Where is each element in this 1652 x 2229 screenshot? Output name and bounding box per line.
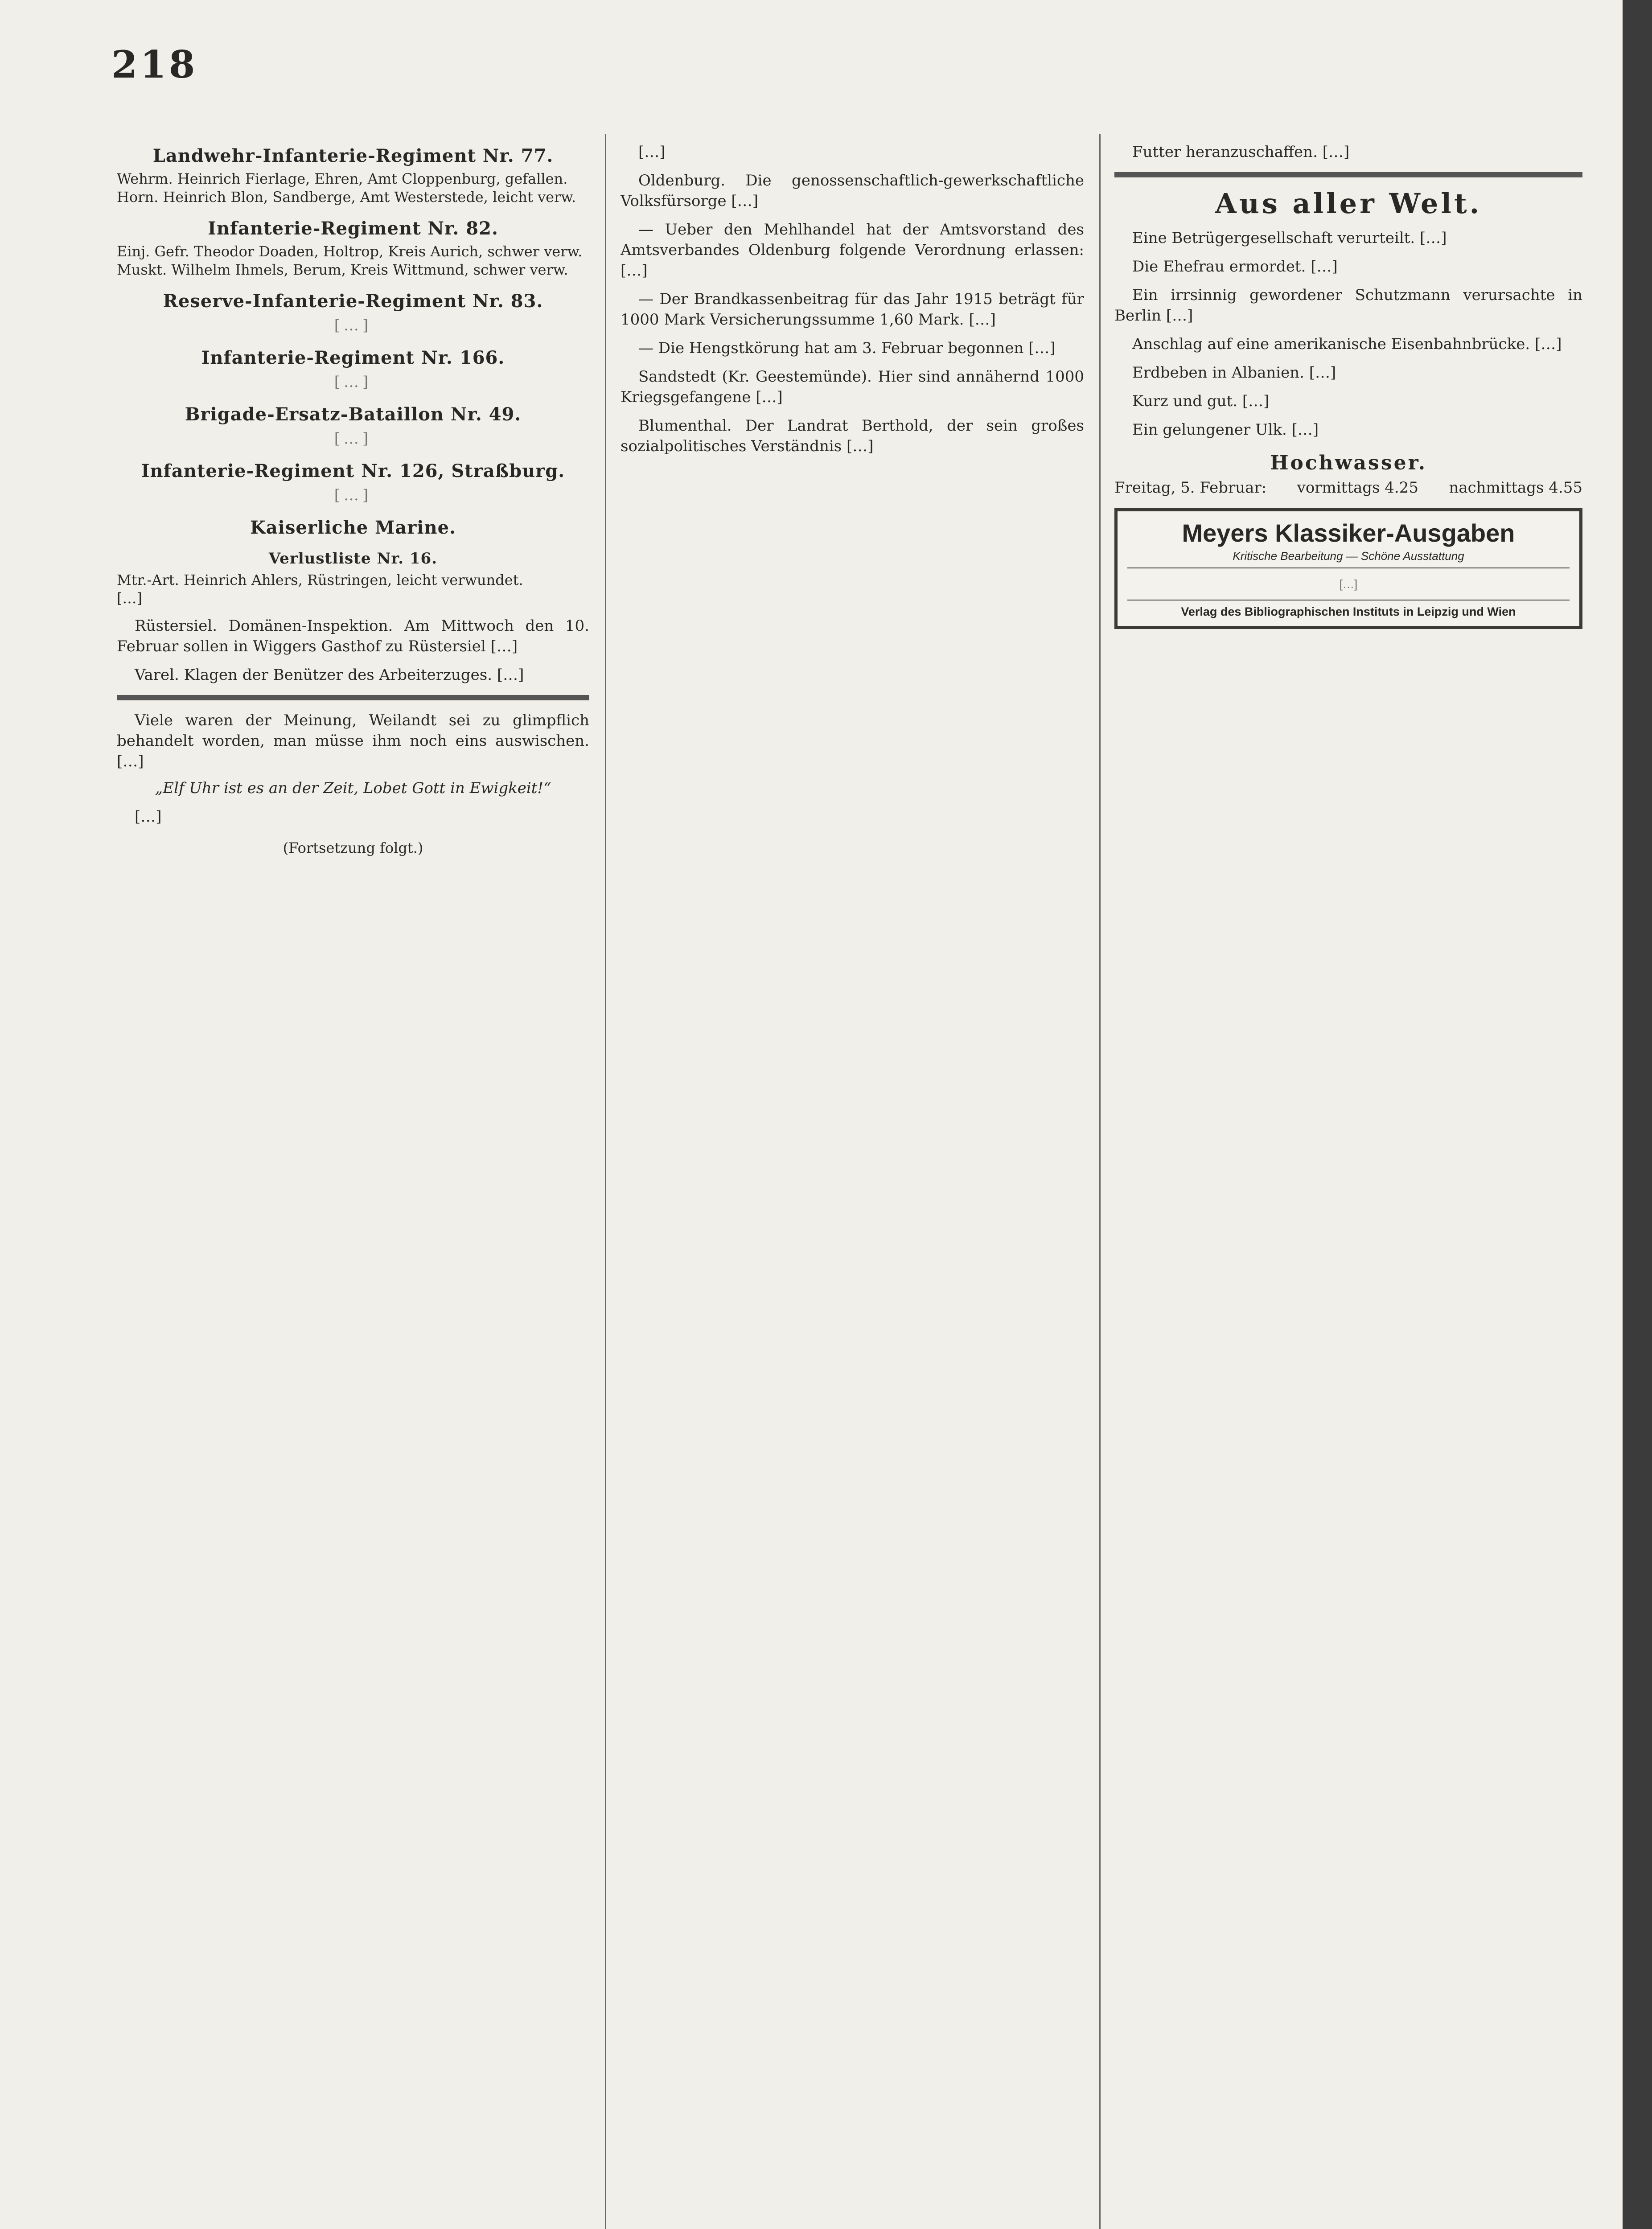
omitted-text: […] <box>334 486 372 504</box>
continued-note: (Fortsetzung folgt.) <box>283 839 423 856</box>
column-1 <box>117 134 589 2229</box>
list-heading: Verlustliste Nr. 16. <box>268 550 438 568</box>
news-item: Ein gelungener Ulk. […] <box>1132 421 1319 439</box>
page-number: 218 <box>111 42 198 86</box>
news-item: Eine Betrügergesellschaft verurteilt. […] <box>1132 229 1447 247</box>
notice: Varel. Klagen der Benützer des Arbeiterzuges. […] <box>135 666 524 684</box>
advertisement <box>1114 508 1582 629</box>
omitted-text: […] <box>334 430 372 448</box>
column-3 <box>1114 134 1582 2229</box>
column-rule <box>605 134 606 2229</box>
tide-heading: Hochwasser. <box>1270 452 1427 474</box>
serial-text: […] <box>135 808 162 826</box>
tide-day: Freitag, 5. Februar: <box>1114 479 1267 497</box>
notice: Rüstersiel. Domänen-Inspektion. Am Mittwoch den 10. Februar sollen in Wiggers Gasthof zu Rüstersiel […] <box>117 617 589 655</box>
news-item: Ein irrsinnig gewordener Schutzmann verursachte in Berlin […] <box>1114 286 1582 325</box>
omitted-text: […] <box>334 317 372 334</box>
article-text: […] <box>638 143 666 161</box>
divider <box>117 695 589 700</box>
news-item: Anschlag auf eine amerikanische Eisenbahnbrücke. […] <box>1132 335 1562 353</box>
article-text: — Ueber den Mehlhandel hat der Amtsvorstand des Amtsverbandes Oldenburg folgende Verordnung erlassen: […] <box>621 221 1084 280</box>
tide-morning: vormittags 4.25 <box>1297 479 1418 497</box>
list-item: Einj. Gefr. Theodor Doaden, Holtrop, Kreis Aurich, schwer verw. <box>117 243 583 260</box>
ad-publisher: Verlag des Bibliographischen Instituts in Leipzig und Wien <box>1181 605 1516 618</box>
column-rule <box>1099 134 1101 2229</box>
serial-text: Viele waren der Meinung, Weilandt sei zu glimpflich behandelt worden, man müsse ihm noch eins auswischen. […] <box>117 711 589 770</box>
tide-afternoon: nachmittags 4.55 <box>1449 479 1582 497</box>
article-text: Futter heranzuschaffen. […] <box>1132 143 1350 161</box>
news-item: Kurz und gut. […] <box>1132 392 1270 410</box>
article-text: — Die Hengstkörung hat am 3. Februar begonnen […] <box>638 339 1056 357</box>
divider <box>1114 172 1582 177</box>
article-text: Blumenthal. Der Landrat Berthold, der sein großes sozialpolitisches Verständnis […] <box>621 417 1084 455</box>
section-heading: Infanterie-Regiment Nr. 126, Straßburg. <box>141 461 565 481</box>
tide-times <box>1114 479 1582 497</box>
section-heading: Landwehr-Infanterie-Regiment Nr. 77. <box>152 145 554 166</box>
section-heading: Brigade-Ersatz-Bataillon Nr. 49. <box>185 404 522 425</box>
news-item: Erdbeben in Albanien. […] <box>1132 364 1336 382</box>
verse: „Elf Uhr ist es an der Zeit, Lobet Gott in Ewigkeit!“ <box>155 779 551 797</box>
list-item: Horn. Heinrich Blon, Sandberge, Amt Westerstede, leicht verw. <box>117 189 576 206</box>
ad-title: Meyers Klassiker-Ausgaben <box>1182 519 1515 547</box>
section-heading: Infanterie-Regiment Nr. 82. <box>208 218 498 239</box>
ad-list: […] <box>1127 568 1570 600</box>
article-text: Oldenburg. Die genossenschaftlich-gewerkschaftliche Volksfürsorge […] <box>621 172 1084 210</box>
section-heading: Aus aller Welt. <box>1215 187 1482 220</box>
column-2 <box>621 134 1084 2229</box>
news-item: Die Ehefrau ermordet. […] <box>1132 258 1338 276</box>
section-heading: Infanterie-Regiment Nr. 166. <box>201 347 505 368</box>
section-heading: Kaiserliche Marine. <box>250 517 456 538</box>
article-text: Sandstedt (Kr. Geestemünde). Hier sind annähernd 1000 Kriegsgefangene […] <box>621 368 1084 406</box>
section-heading: Reserve-Infanterie-Regiment Nr. 83. <box>163 291 543 312</box>
list-item: Mtr.-Art. Heinrich Ahlers, Rüstringen, leicht verwundet. <box>117 572 523 588</box>
omitted-text: […] <box>334 373 372 391</box>
list-item: […] <box>117 590 142 607</box>
list-item: Muskt. Wilhelm Ihmels, Berum, Kreis Wittmund, schwer verw. <box>117 261 568 278</box>
scan-edge <box>1623 0 1652 2229</box>
list-item: Wehrm. Heinrich Fierlage, Ehren, Amt Cloppenburg, gefallen. <box>117 170 568 187</box>
article-text: — Der Brandkassenbeitrag für das Jahr 1915 beträgt für 1000 Mark Versicherungssumme 1,60 Mark. […] <box>621 290 1084 329</box>
ad-subtitle: Kritische Bearbeitung — Schöne Ausstattung <box>1233 549 1464 563</box>
